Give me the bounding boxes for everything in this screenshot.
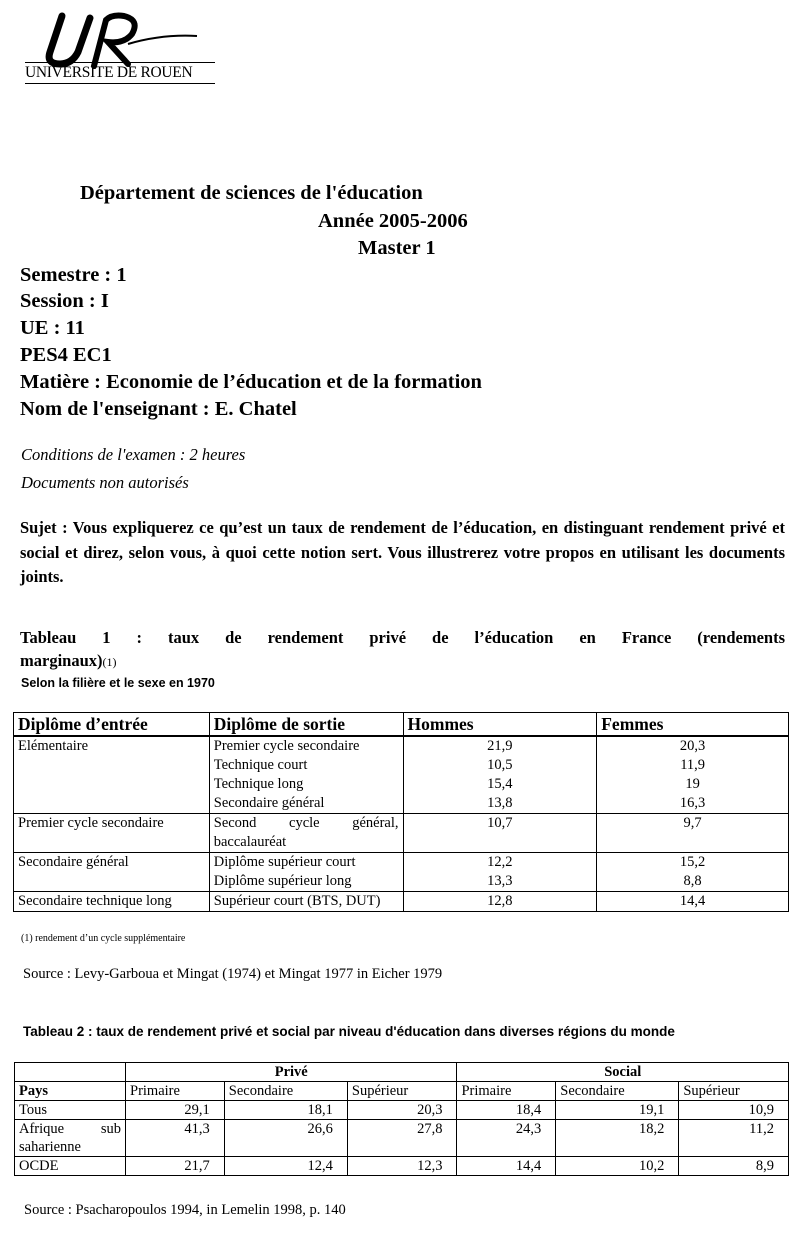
cell-value: 27,8 [347,1120,457,1157]
group-header-social: Social [457,1063,789,1082]
cell-value: 24,3 [457,1120,556,1157]
cell-hommes: 10,7 [403,814,597,853]
cell-value: 29,1 [126,1101,225,1120]
cell-value: 18,2 [556,1120,679,1157]
group-header-prive: Privé [126,1063,457,1082]
department-title: Département de sciences de l'éducation [80,182,423,204]
col-header: Supérieur [347,1082,457,1101]
table1-subtitle: Selon la filière et le sexe en 1970 [21,676,215,690]
col-header: Primaire [457,1082,556,1101]
course-code: PES4 EC1 [20,344,112,366]
cell-hommes: 12,2 13,3 [403,853,597,892]
cell-sortie: Diplôme supérieur court Diplôme supérieur long [209,853,403,892]
cell-sortie: Second cycle général, baccalauréat [209,814,403,853]
cell-entree: Secondaire général [14,853,210,892]
col-header: Hommes [403,713,597,737]
cell-femmes: 20,3 11,9 19 16,3 [597,736,789,814]
table-row [14,892,789,912]
cell-value: 12,3 [347,1157,457,1176]
cell-value: 19,1 [556,1101,679,1120]
table2-source: Source : Psacharopoulos 1994, in Lemelin 1998, p. 140 [24,1202,346,1218]
exam-conditions: Conditions de l'examen : 2 heures [21,445,246,464]
academic-year: Année 2005-2006 [318,210,468,232]
cell-entree: Secondaire technique long [14,892,210,912]
col-header: Femmes [597,713,789,737]
cell-value: 18,4 [457,1101,556,1120]
table-row [14,853,789,892]
table1-footnote: (1) rendement d’un cycle supplémentaire [21,933,186,944]
table2 [14,1062,789,1176]
session: Session : I [20,290,109,312]
cell-value: 14,4 [457,1157,556,1176]
documents-note: Documents non autorisés [21,473,189,492]
cell-sortie: Premier cycle secondaire Technique court Technique long Secondaire général [209,736,403,814]
matiere: Matière : Economie de l’éducation et de la formation [20,371,482,393]
col-header: Diplôme de sortie [209,713,403,737]
col-header: Secondaire [224,1082,347,1101]
cell-value: 10,9 [679,1101,789,1120]
cell-sortie: Supérieur court (BTS, DUT) [209,892,403,912]
ue: UE : 11 [20,317,85,339]
table2-subheader-row [15,1082,789,1101]
cell-value: 8,9 [679,1157,789,1176]
table1-footnote-ref: (1) [102,655,117,669]
cell-value: 26,6 [224,1120,347,1157]
col-header: Diplôme d’entrée [14,713,210,737]
subject-text: Sujet : Vous expliquerez ce qu’est un taux de rendement de l’éducation, en distinguant rendement privé et social et direz, selon vous, à quoi cette notion sert. Vous illustrerez votre propos en utilisant les documents joints. [20,518,785,586]
table-row [14,736,789,814]
cell-value: 12,4 [224,1157,347,1176]
table2-title: Tableau 2 : taux de rendement privé et social par niveau d'éducation dans diverses régions du monde [23,1024,675,1039]
cell-value: 21,7 [126,1157,225,1176]
table-row [15,1157,789,1176]
table1-source: Source : Levy-Garboua et Mingat (1974) et Mingat 1977 in Eicher 1979 [23,966,443,982]
col-header: Secondaire [556,1082,679,1101]
table1-title-line1: Tableau 1 : taux de rendement privé de l’éducation en France (rendements [20,628,785,647]
col-header: Primaire [126,1082,225,1101]
cell-value: 41,3 [126,1120,225,1157]
table-row [14,814,789,853]
blank-corner [15,1063,126,1082]
cell-femmes: 14,4 [597,892,789,912]
cell-entree: Premier cycle secondaire [14,814,210,853]
enseignant: Nom de l'enseignant : E. Chatel [20,398,297,420]
table1-header-row [14,713,789,737]
table1 [13,712,789,912]
university-logo-text: UNIVERSITE DE ROUEN [25,62,215,84]
cell-hommes: 12,8 [403,892,597,912]
cell-pays: Tous [15,1101,126,1120]
cell-femmes: 9,7 [597,814,789,853]
cell-femmes: 15,2 8,8 [597,853,789,892]
table1-title-line2: marginaux) [20,651,103,670]
cell-value: 20,3 [347,1101,457,1120]
cell-entree: Elémentaire [14,736,210,814]
cell-value: 18,1 [224,1101,347,1120]
cell-value: 11,2 [679,1120,789,1157]
semestre: Semestre : 1 [20,264,127,286]
level: Master 1 [358,237,436,259]
col-header: Supérieur [679,1082,789,1101]
table-row [15,1120,789,1157]
cell-pays: OCDE [15,1157,126,1176]
cell-pays: Afrique sub saharienne [15,1120,126,1157]
table-row [15,1101,789,1120]
col-header-pays: Pays [15,1082,126,1101]
cell-hommes: 21,9 10,5 15,4 13,8 [403,736,597,814]
table2-group-header-row [15,1063,789,1082]
table1-title [20,626,785,674]
cell-value: 10,2 [556,1157,679,1176]
